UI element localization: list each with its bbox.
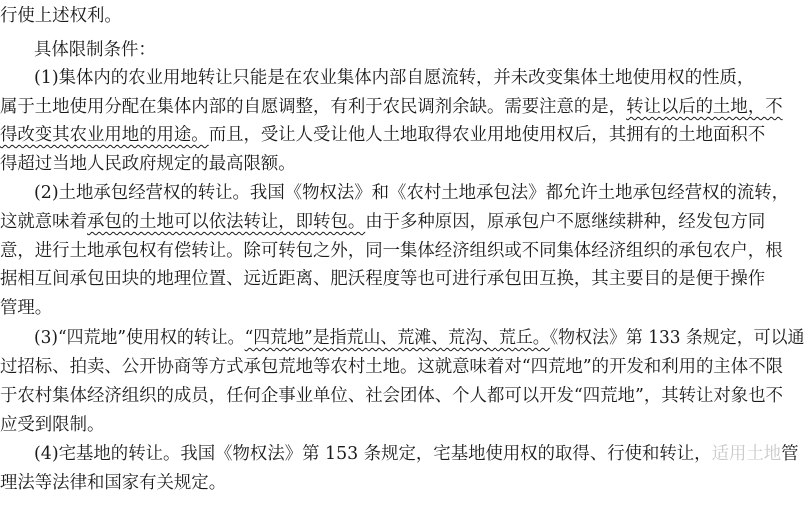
emphasized-text: 得改变其农业用地的用途。 — [0, 125, 209, 145]
emphasized-text: 转让以后的土地，不 — [626, 97, 783, 117]
text-line — [0, 469, 804, 497]
text-line — [0, 294, 804, 322]
text-line — [0, 237, 804, 265]
text-line — [34, 440, 804, 468]
text-segment: 管 — [781, 444, 799, 464]
text-segment: 应受到限制。 — [0, 415, 105, 435]
text-segment: (1)集体内的农业用地转让只能是在农业集体内部自愿流转，并未改变集体土地使用权的性质， — [34, 68, 755, 88]
text-segment: 《物权法》第 133 条规定，可以通 — [549, 328, 804, 348]
text-segment: 过招标、拍卖、公开协商等方式承包荒地等农村土地。这就意味着对“四荒地”的开发和利用的主体不限 — [0, 357, 783, 377]
text-line — [0, 208, 804, 236]
text-segment: 由于多种原因，原承包户不愿继续耕种，经发包方同 — [365, 212, 766, 232]
text-segment: 于农村集体经济组织的成员，任何企事业单位、社会团体、个人都可以开发“四荒地”，其转让对象也不 — [0, 386, 783, 406]
text-line — [0, 93, 804, 121]
text-segment: (4)宅基地的转让。我国《物权法》第 153 条规定，宅基地使用权的取得、行使和转让， — [34, 444, 712, 464]
text-segment: 得超过当地人民政府规定的最高限额。 — [0, 154, 296, 174]
text-segment: 据相互间承包田块的地理位置、远近距离、肥沃程度等也可进行承包田互换，其主要目的是便于操作 — [0, 269, 766, 289]
emphasized-text: “四荒地”是指荒山、荒滩、荒沟、荒丘。 — [244, 328, 550, 348]
text-segment: 行使上述权利。 — [0, 6, 122, 26]
text-segment: 具体限制条件： — [34, 40, 156, 60]
text-line — [0, 411, 804, 439]
text-line — [34, 179, 804, 207]
text-line — [34, 64, 804, 92]
text-segment: 这就意味着 — [0, 212, 87, 232]
text-segment: 属于土地使用分配在集体内部的自愿调整，有利于农民调剂余缺。需要注意的是， — [0, 97, 627, 117]
text-line — [0, 265, 804, 293]
faint-text: 适用土地 — [711, 444, 782, 464]
text-line — [0, 353, 804, 381]
text-line — [34, 324, 804, 352]
text-segment: 理法等法律和国家有关规定。 — [0, 473, 227, 493]
text-segment: (3)“四荒地”使用权的转让。 — [34, 328, 245, 348]
text-line — [0, 150, 804, 178]
emphasized-text: 承包的土地可以依法转让，即转包。 — [86, 212, 366, 232]
text-line — [0, 2, 804, 30]
text-segment: 管理。 — [0, 298, 53, 318]
text-segment: (2)土地承包经营权的转让。我国《物权法》和《农村土地承包法》都允许土地承包经营权的流转， — [34, 183, 790, 203]
text-line — [0, 382, 804, 410]
text-line — [0, 121, 804, 149]
text-segment: 意，进行土地承包权有偿转让。除可转包之外，同一集体经济组织或不同集体经济组织的承包农户，根 — [0, 241, 783, 261]
section-heading — [34, 36, 804, 64]
text-segment: 而且，受让人受让他人土地取得农业用地使用权后，其拥有的土地面积不 — [208, 125, 766, 145]
